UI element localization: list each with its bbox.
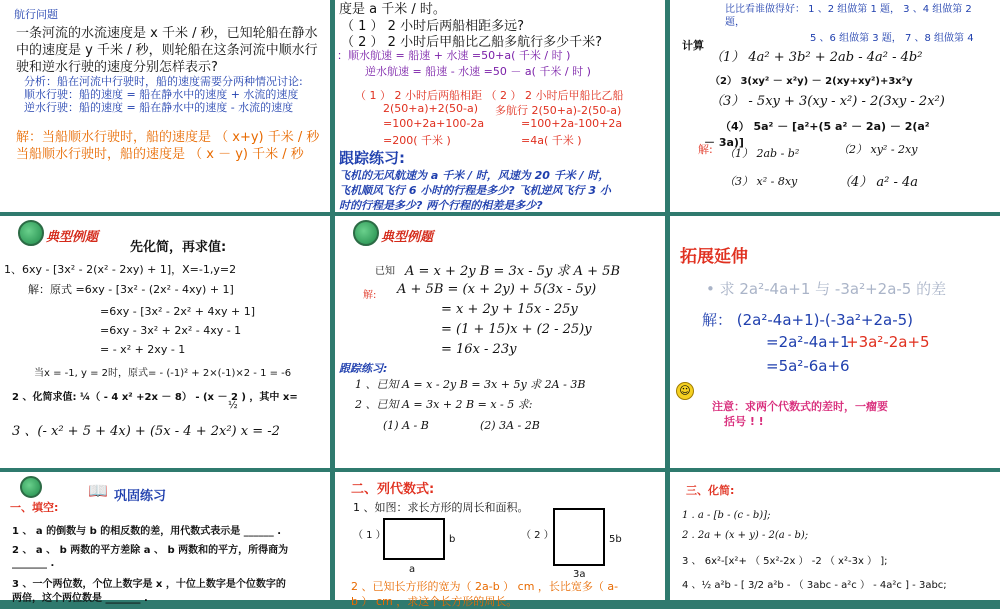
exercise-line: 飞机顺风飞行 6 小时的行程是多少? 飞机逆风飞行 3 小 bbox=[339, 184, 611, 197]
solution-line: 2(50+a)+2(50-a) bbox=[383, 102, 479, 115]
slide-simplify-evaluate bbox=[0, 216, 330, 468]
badge-label: 典型例题 bbox=[381, 230, 434, 245]
figure-label: （ 1 ） bbox=[353, 530, 386, 541]
question-line: 2 . 2a + (x + y) - 2(a - b); bbox=[682, 530, 809, 541]
exercise-line: 飞机的无风航速为 a 千米 / 时，风速为 20 千米 / 时， bbox=[339, 169, 610, 182]
solution-line: =100+2a-100+2a bbox=[521, 117, 623, 130]
question-line: 2 、 a 、 b 两数的平方差除 a 、 b 两数和的平方，所得商为 bbox=[12, 545, 289, 556]
slide-example-ab bbox=[335, 216, 665, 468]
expression: （2） 3(xy² － x²y) － 2(xy+xy²)+3x²y bbox=[710, 76, 913, 87]
solution-line: 多航行 2(50+a)-2(50-a) bbox=[495, 104, 622, 117]
smiley-icon: ☺ bbox=[676, 382, 694, 400]
result: （2） xy² - 2xy bbox=[838, 143, 918, 156]
problem-line: 2 、化简求值: ¼（ - 4 x² +2x － 8） - (x － 2 ) ，其中 x= bbox=[12, 392, 298, 403]
slide-consolidation bbox=[0, 472, 330, 604]
step-line: A + 5B = (x + 2y) + 5(3x - 5y) bbox=[397, 282, 597, 297]
question-line: 3 、一个两位数，个位上数字是 x ，十位上数字是个位数字的 bbox=[12, 579, 286, 590]
question-line: 3 、 6x²-[x²+ （ 5x²-2x ） -2 （ x²-3x ） ]; bbox=[682, 556, 888, 567]
analysis-line: 顺水行驶：船的速度 = 船在静水中的速度 + 水流的速度 bbox=[24, 88, 299, 101]
exercise-line: 时的行程是多少? 两个行程的相差是多少? bbox=[339, 199, 543, 212]
step-line: = x + 2y + 15x - 25y bbox=[441, 302, 578, 317]
result: （1） 2ab - b² bbox=[724, 147, 800, 160]
solution-line: =100+2a+100-2a bbox=[383, 117, 485, 130]
solution-line: 解： (2a²-4a+1)-(-3a²+2a-5) bbox=[702, 311, 914, 329]
given-expr: A = x + 2y B = 3x - 5y 求 A + 5B bbox=[405, 264, 621, 279]
solution-line: =200( 千米 ) bbox=[383, 134, 451, 147]
text-line: 度是 a 千米 / 时。 bbox=[339, 2, 446, 17]
badge-icon bbox=[353, 220, 379, 246]
problem-line: 驶和逆水行驶的速度分别怎样表示? bbox=[16, 60, 218, 75]
side-label: 5b bbox=[609, 534, 622, 545]
question-line: （ 1 ） 2 小时后两船相距多远? bbox=[341, 19, 524, 34]
follow-heading: 跟踪练习: bbox=[339, 362, 388, 375]
section-heading: 二、列代数式: bbox=[351, 482, 435, 497]
fraction: ½ bbox=[228, 400, 238, 411]
badge-icon bbox=[20, 476, 42, 498]
slide-simplify bbox=[670, 472, 1000, 600]
section-heading: 三、化简: bbox=[686, 484, 735, 497]
section-heading: 一、填空: bbox=[10, 501, 59, 514]
solution-line: =4a( 千米 ) bbox=[521, 134, 582, 147]
rectangle-figure bbox=[553, 508, 605, 566]
step-line: 当x = -1, y = 2时，原式= - (-1)² + 2×(-1)×2 - 1 = -6 bbox=[34, 368, 292, 379]
expression: （1） 4a² + 3b² + 2ab - 4a² - 4b² bbox=[710, 50, 923, 65]
slide-title: 拓展延伸 bbox=[680, 247, 748, 267]
solution-line: =2a²-4a+1 bbox=[766, 333, 850, 351]
slide-boat-problem bbox=[0, 0, 330, 212]
badge-label: 典型例题 bbox=[46, 230, 99, 245]
analysis-line: 逆水行驶：船的速度 = 船在静水中的速度 - 水流的速度 bbox=[24, 101, 294, 114]
rectangle-figure bbox=[383, 518, 445, 560]
slide-extension bbox=[670, 216, 1000, 468]
note-line: 括号 ! ! bbox=[724, 415, 764, 428]
problem-line: 一条河流的水流速度是 x 千米 / 秒，已知轮船在静水 bbox=[16, 26, 318, 41]
step-line: 解：原式 =6xy - [3x² - (2x² - 4xy) + 1] bbox=[28, 283, 234, 296]
question-line: _______ . bbox=[12, 558, 55, 569]
step-line: = 16x - 23y bbox=[441, 342, 517, 357]
book-icon: 📖 bbox=[88, 481, 108, 500]
slide-heading: 先化简，再求值: bbox=[130, 240, 227, 255]
slide-heading: 巩固练习 bbox=[114, 489, 167, 504]
question-line: 1 . a - [b - (c - b)]; bbox=[682, 510, 771, 521]
exercise-line: (2) 3A - 2B bbox=[480, 419, 540, 432]
problem-line: 3 、(- x² + 5 + 4x) + (5x - 4 + 2x²) x = -2 bbox=[12, 424, 280, 439]
question-line: 2 、已知长方形的宽为（ 2a-b ） cm ，长比宽多（ a- bbox=[351, 580, 619, 593]
exercise-line: (1) A - B bbox=[383, 419, 429, 432]
slide-boat-solution bbox=[335, 0, 665, 212]
bullet-line: • 求 2a²-4a+1 与 -3a²+2a-5 的差 bbox=[706, 280, 947, 298]
note-line: 注意：求两个代数式的差时，一瘤要 bbox=[712, 400, 888, 413]
step-line: =6xy - [3x² - 2x² + 4xy + 1] bbox=[100, 305, 256, 318]
problem-line: 1、6xy - [3x² - 2(x² - 2xy) + 1]，X=-1,y=2 bbox=[4, 263, 237, 276]
solution-label: 解: bbox=[698, 143, 713, 156]
known-label: 已知 bbox=[375, 266, 395, 277]
question-line: 1 、 a 的倒数与 b 的相反数的差，用代数式表示是 ______ . bbox=[12, 526, 282, 537]
instruction-line: 5 、6 组做第 3 题， 7 、8 组做第 4 bbox=[810, 33, 974, 44]
step-line: = (1 + 15)x + (2 - 25)y bbox=[441, 322, 592, 337]
exercise-line: 2 、已知 A = 3x + 2 B = x - 5 求: bbox=[355, 398, 533, 411]
question-line: 4 、½ a²b - [ 3/2 a²b - （ 3abc - a²c ） - 4a²c ] - 3abc; bbox=[682, 580, 947, 591]
expression: － 3a)] bbox=[704, 136, 744, 149]
answer-line: 解：当船顺水行驶时，船的速度是 （ x+y) 千米 / 秒 bbox=[16, 130, 320, 145]
answer-line: 当船顺水行驶时，船的速度是 （ x － y) 千米 / 秒 bbox=[16, 147, 304, 162]
slide-expressions bbox=[335, 472, 665, 608]
solution-line: =5a²-6a+6 bbox=[766, 357, 850, 375]
question-line: 两倍，这个两位数是 _______ . bbox=[12, 593, 148, 604]
side-label: 3a bbox=[573, 569, 586, 580]
question-line: b ） cm ，求这个长方形的周长。 bbox=[351, 595, 518, 608]
step-line: = - x² + 2xy - 1 bbox=[100, 343, 186, 356]
problem-line: 中的速度是 y 千米 / 秒，则轮船在这条河流中顺水行 bbox=[16, 43, 318, 58]
follow-heading: 跟踪练习: bbox=[339, 149, 405, 167]
expression: （3） - 5xy + 3(xy - x²) - 2(3xy - 2x²) bbox=[710, 94, 945, 109]
expression: （4） 5a² － [a²+(5 a² － 2a) － 2(a² bbox=[720, 120, 930, 133]
exercise-line: 1 、已知 A = x - 2y B = 3x + 5y 求 2A - 3B bbox=[355, 378, 586, 391]
speed-line: 逆水航速 = 船速 - 水速 =50 － a( 千米 / 时 ) bbox=[365, 65, 591, 78]
speed-line: ：顺水航速 = 船速 + 水速 =50+a( 千米 / 时 ) bbox=[337, 49, 571, 62]
result: （3） x² - 8xy bbox=[724, 175, 798, 188]
analysis-line: 分析：船在河流中行驶时，船的速度需要分两种情况讨论: bbox=[24, 75, 303, 88]
side-label: b bbox=[449, 534, 456, 545]
solution-line: +3a²-2a+5 bbox=[846, 333, 930, 351]
slide-calc-practice bbox=[670, 0, 1000, 212]
badge-icon bbox=[18, 220, 44, 246]
side-label: a bbox=[409, 564, 416, 575]
question-line: 1 、如图：求长方形的周长和面积。 bbox=[353, 501, 529, 514]
solution-line: （ 1 ） 2 小时后两船相距 （ 2 ） 2 小时后甲船比乙船 bbox=[355, 89, 624, 102]
solution-label: 解: bbox=[363, 290, 377, 301]
calc-label: 计算 bbox=[682, 39, 704, 52]
step-line: =6xy - 3x² + 2x² - 4xy - 1 bbox=[100, 324, 242, 337]
question-line: （ 2 ） 2 小时后甲船比乙船多航行多少千米? bbox=[341, 35, 602, 50]
instruction-line: 题， bbox=[725, 17, 745, 28]
slide-title: 航行问题 bbox=[14, 8, 58, 21]
figure-label: （ 2 ） bbox=[521, 530, 554, 541]
instruction-line: 比比看谁做得好： 1 、2 组做第 1 题， 3 、4 组做第 2 bbox=[725, 4, 972, 15]
result: （4） a² - 4a bbox=[838, 175, 919, 190]
